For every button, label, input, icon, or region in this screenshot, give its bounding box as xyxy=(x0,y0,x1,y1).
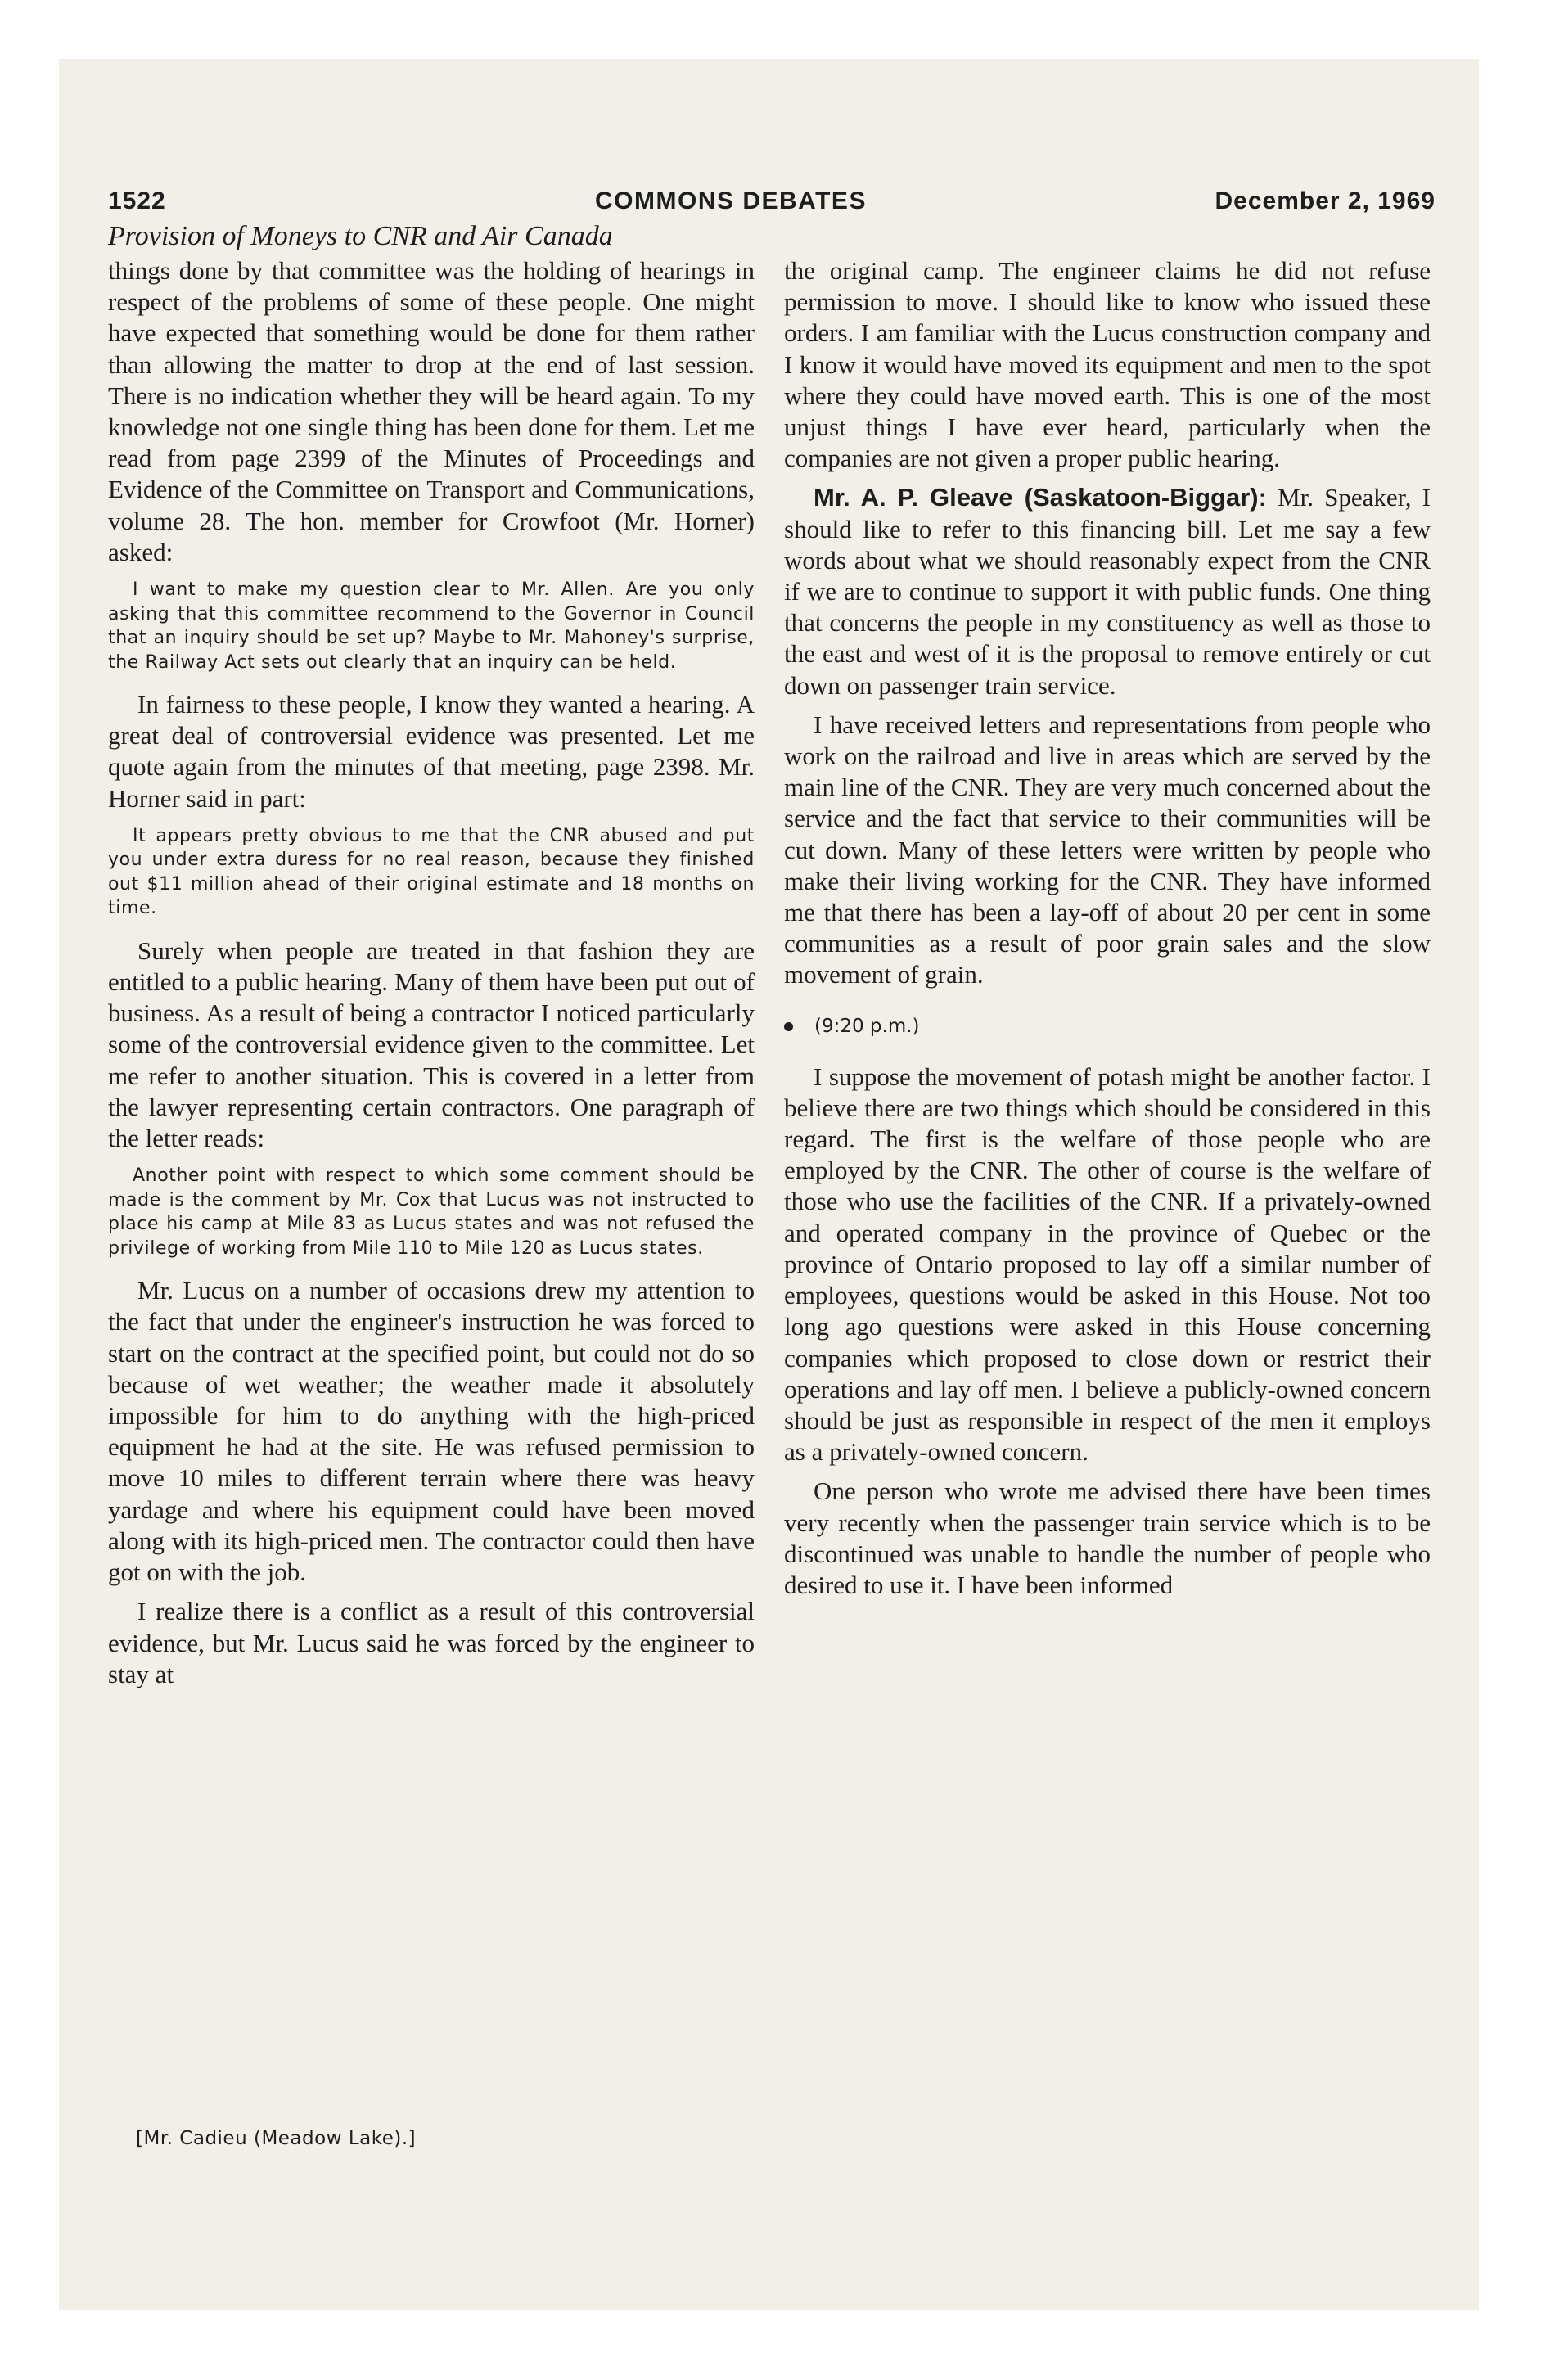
running-head: Provision of Moneys to CNR and Air Canada xyxy=(108,221,613,251)
paragraph: the original camp. The engineer claims he did not refuse permission to move. I should like to know who issued these orders. I am familiar with the Lucus construction company and I know it would have moved its equipment and men to the spot where they could have moved earth. This is one of the most unjust things I have ever heard, particularly when the companies are not given a proper public hearing. xyxy=(784,256,1431,473)
paragraph: Mr. Lucus on a number of occasions drew my attention to the fact that under the engineer's instruction he was forced to start on the contract at the specified point, but could not do so because of wet weather; the weather made it absolutely impossible for him to do anything with the high-priced equipment he had at the site. He was refused permission to move 10 miles to different terrain where there was heavy yardage and where his equipment could have been moved along with its high-priced men. The contractor could then have got on with the job. xyxy=(108,1276,755,1587)
page-header xyxy=(108,185,1436,218)
right-column xyxy=(784,255,1431,1601)
paragraph: things done by that committee was the holding of hearings in respect of the problems of some of these people. One might have expected that something would be done for them rather than allowing the matter to drop at the end of last session. There is no indication whether they will be heard again. To my knowledge not one single thing has been done for them. Let me read from page 2399 of the Minutes of Proceedings and Evidence of the Committee on Transport and Communications, volume 28. The hon. member for Crowfoot (Mr. Horner) asked: xyxy=(108,256,755,566)
publication-title: COMMONS DEBATES xyxy=(595,187,867,214)
timestamp: (9:20 p.m.) xyxy=(814,1015,920,1037)
block-quote: Another point with respect to which some comment should be made is the comment by Mr. Cox that Lucus was not instructed to place his camp at Mile 83 as Lucus states and was not refused the privilege of working from Mile 110 to Mile 120 as Lucus states. xyxy=(108,1165,755,1259)
paragraph: In fairness to these people, I know they wanted a hearing. A great deal of controversial evidence was presented. Let me quote again from the minutes of that meeting, page 2398. Mr. Horner said in part: xyxy=(108,690,755,813)
issue-date: December 2, 1969 xyxy=(1215,187,1436,214)
paragraph: I realize there is a conflict as a result of this controversial evidence, but Mr. Lucus said he was forced by the engineer to stay at xyxy=(108,1597,755,1688)
paragraph: I suppose the movement of potash might be another factor. I believe there are two things which should be considered in this regard. The first is the welfare of those people who are employed by the CNR. The other of course is the welfare of those who use the facilities of the CNR. If a privately-owned and operated company in the province of Quebec or the province of Ontario proposed to lay off a similar number of employees, questions would be asked in this House. Not too long ago questions were asked in this House concerning companies which proposed to close down or restrict their operations and lay off men. I believe a publicly-owned concern should be just as responsible in respect of the men it employs as a privately-owned concern. xyxy=(784,1062,1431,1467)
paragraph: I have received letters and representations from people who work on the railroad and live in areas which are served by the main line of the CNR. They are very much concerned about the service and the fact that service to their communities will be cut down. Many of these letters were written by people who make their living working for the CNR. They have informed me that there has been a lay-off of about 20 per cent in some communities as a result of poor grain sales and the slow movement of grain. xyxy=(784,710,1431,989)
speaker-text: Mr. Speaker, I should like to refer to this financing bill. Let me say a few words about what we should reasonably expect from the CNR if we are to continue to support it with public funds. One thing that concerns the people in my constituency as well as those to the east and west of it is the proposal to remove entirely or cut down on passenger train service. xyxy=(784,483,1431,700)
block-quote: I want to make my question clear to Mr. Allen. Are you only asking that this committee recommend to the Governor in Council that an inquiry should be set up? Maybe to Mr. Mahoney's surprise, the Railway Act sets out clearly that an inquiry can be held. xyxy=(108,579,755,673)
paragraph: One person who wrote me advised there have been times very recently when the passenger train service which is to be discontinued was unable to handle the number of people who desired to use it. I have been informed xyxy=(784,1476,1431,1599)
block-quote: It appears pretty obvious to me that the CNR abused and put you under extra duress for no real reason, because they finished out $11 million ahead of their original estimate and 18 months on time. xyxy=(108,825,755,919)
speaker-paragraph xyxy=(784,482,1431,701)
speaker-name: Mr. A. P. Gleave (Saskatoon-Biggar): xyxy=(814,483,1267,512)
paragraph: Surely when people are treated in that fashion they are entitled to a public hearing. Many of them have been put out of business. As a result of being a contractor I noticed particularly some of the controversial evidence given to the committee. Let me refer to another situation. This is covered in a letter from the lawyer representing certain contractors. One paragraph of the letter reads: xyxy=(108,935,755,1153)
bullet-icon xyxy=(784,1022,793,1031)
timestamp-line xyxy=(784,1014,1431,1039)
page-number: 1522 xyxy=(108,187,166,214)
footer-speaker: [Mr. Cadieu (Meadow Lake).] xyxy=(136,2128,417,2149)
left-column xyxy=(108,255,755,1690)
